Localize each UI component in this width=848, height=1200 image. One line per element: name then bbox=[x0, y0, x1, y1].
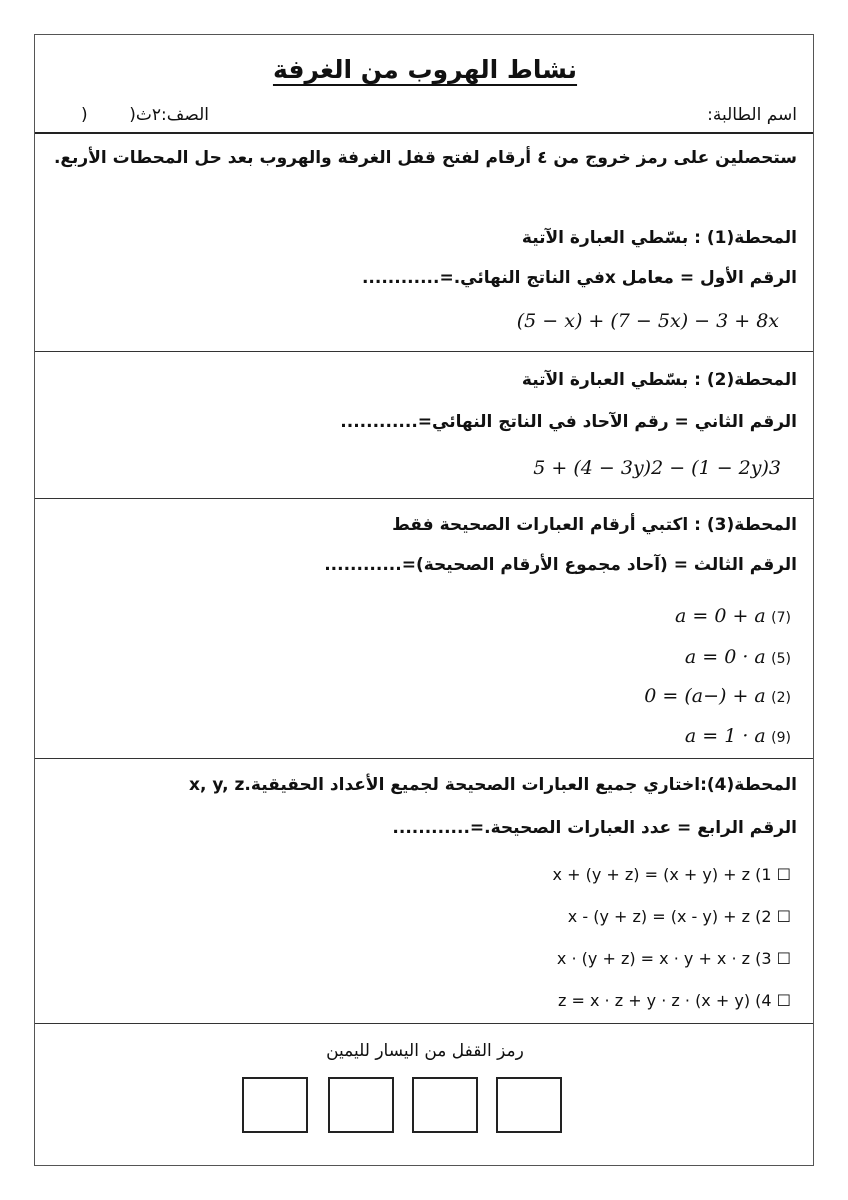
station4-option-checkbox[interactable]: x · (y + z) = x · y + x · z (3 ☐ bbox=[556, 949, 791, 968]
station3-question: الرقم الثالث = (آحاد مجموع الأرقام الصحيحة)=............ bbox=[324, 555, 797, 575]
station2-title: المحطة(2) : بسّطي العبارة الآتية bbox=[521, 370, 797, 390]
station4-option-checkbox[interactable]: z = x · z + y · z · (x + y) (4 ☐ bbox=[558, 991, 791, 1010]
student-name-label: اسم الطالبة: bbox=[707, 105, 797, 125]
station4-title: المحطة(4):اختاري جميع العبارات الصحيحة لجميع الأعداد الحقيقية.x, y, z bbox=[189, 775, 797, 795]
lock-label: رمز القفل من اليسار لليمين bbox=[326, 1041, 524, 1061]
station3-statement: a = 0 · a (5) bbox=[684, 646, 791, 668]
page-title: نشاط الهروب من الغرفة bbox=[272, 55, 578, 84]
station1-question: الرقم الأول = معامل xفي الناتج النهائي.=............ bbox=[361, 268, 797, 288]
station3-statement: 0 = (a−) + a (2) bbox=[644, 685, 791, 707]
lock-digit-box[interactable] bbox=[328, 1077, 394, 1133]
lock-digit-box[interactable] bbox=[412, 1077, 478, 1133]
station2-question: الرقم الثاني = رقم الآحاد في الناتج النهائي=............ bbox=[340, 412, 797, 432]
station3-divider bbox=[35, 758, 813, 759]
station4-option-checkbox[interactable]: x - (y + z) = (x - y) + z (2 ☐ bbox=[567, 907, 791, 926]
station3-title: المحطة(3) : اكتبي أرقام العبارات الصحيحة فقط bbox=[392, 515, 797, 535]
station3-statement: a = 1 · a (9) bbox=[684, 725, 791, 747]
station1-expression: (5 − x) + (7 − 5x) − 3 + 8x bbox=[516, 310, 779, 332]
class-close-paren: ) bbox=[81, 105, 88, 125]
station4-option-checkbox[interactable]: x + (y + z) = (x + y) + z (1 ☐ bbox=[552, 865, 791, 884]
station3-statement: a = 0 + a (7) bbox=[675, 605, 791, 627]
station2-expression: 5 + (4 − 3y)2 − (1 − 2y)3 bbox=[533, 457, 781, 479]
lock-digit-box[interactable] bbox=[242, 1077, 308, 1133]
class-label: الصف:٢ث( bbox=[129, 105, 209, 125]
worksheet-frame bbox=[34, 34, 814, 1166]
station4-question: الرقم الرابع = عدد العبارات الصحيحة.=............ bbox=[392, 818, 797, 838]
header-divider bbox=[35, 132, 813, 134]
station1-divider bbox=[35, 351, 813, 352]
station4-divider bbox=[35, 1023, 813, 1024]
lock-digit-box[interactable] bbox=[496, 1077, 562, 1133]
intro-text: ستحصلين على رمز خروج من ٤ أرقام لفتح قفل الغرفة والهروب بعد حل المحطات الأربع. bbox=[53, 148, 797, 168]
station1-title: المحطة(1) : بسّطي العبارة الآتية bbox=[521, 228, 797, 248]
station2-divider bbox=[35, 498, 813, 499]
